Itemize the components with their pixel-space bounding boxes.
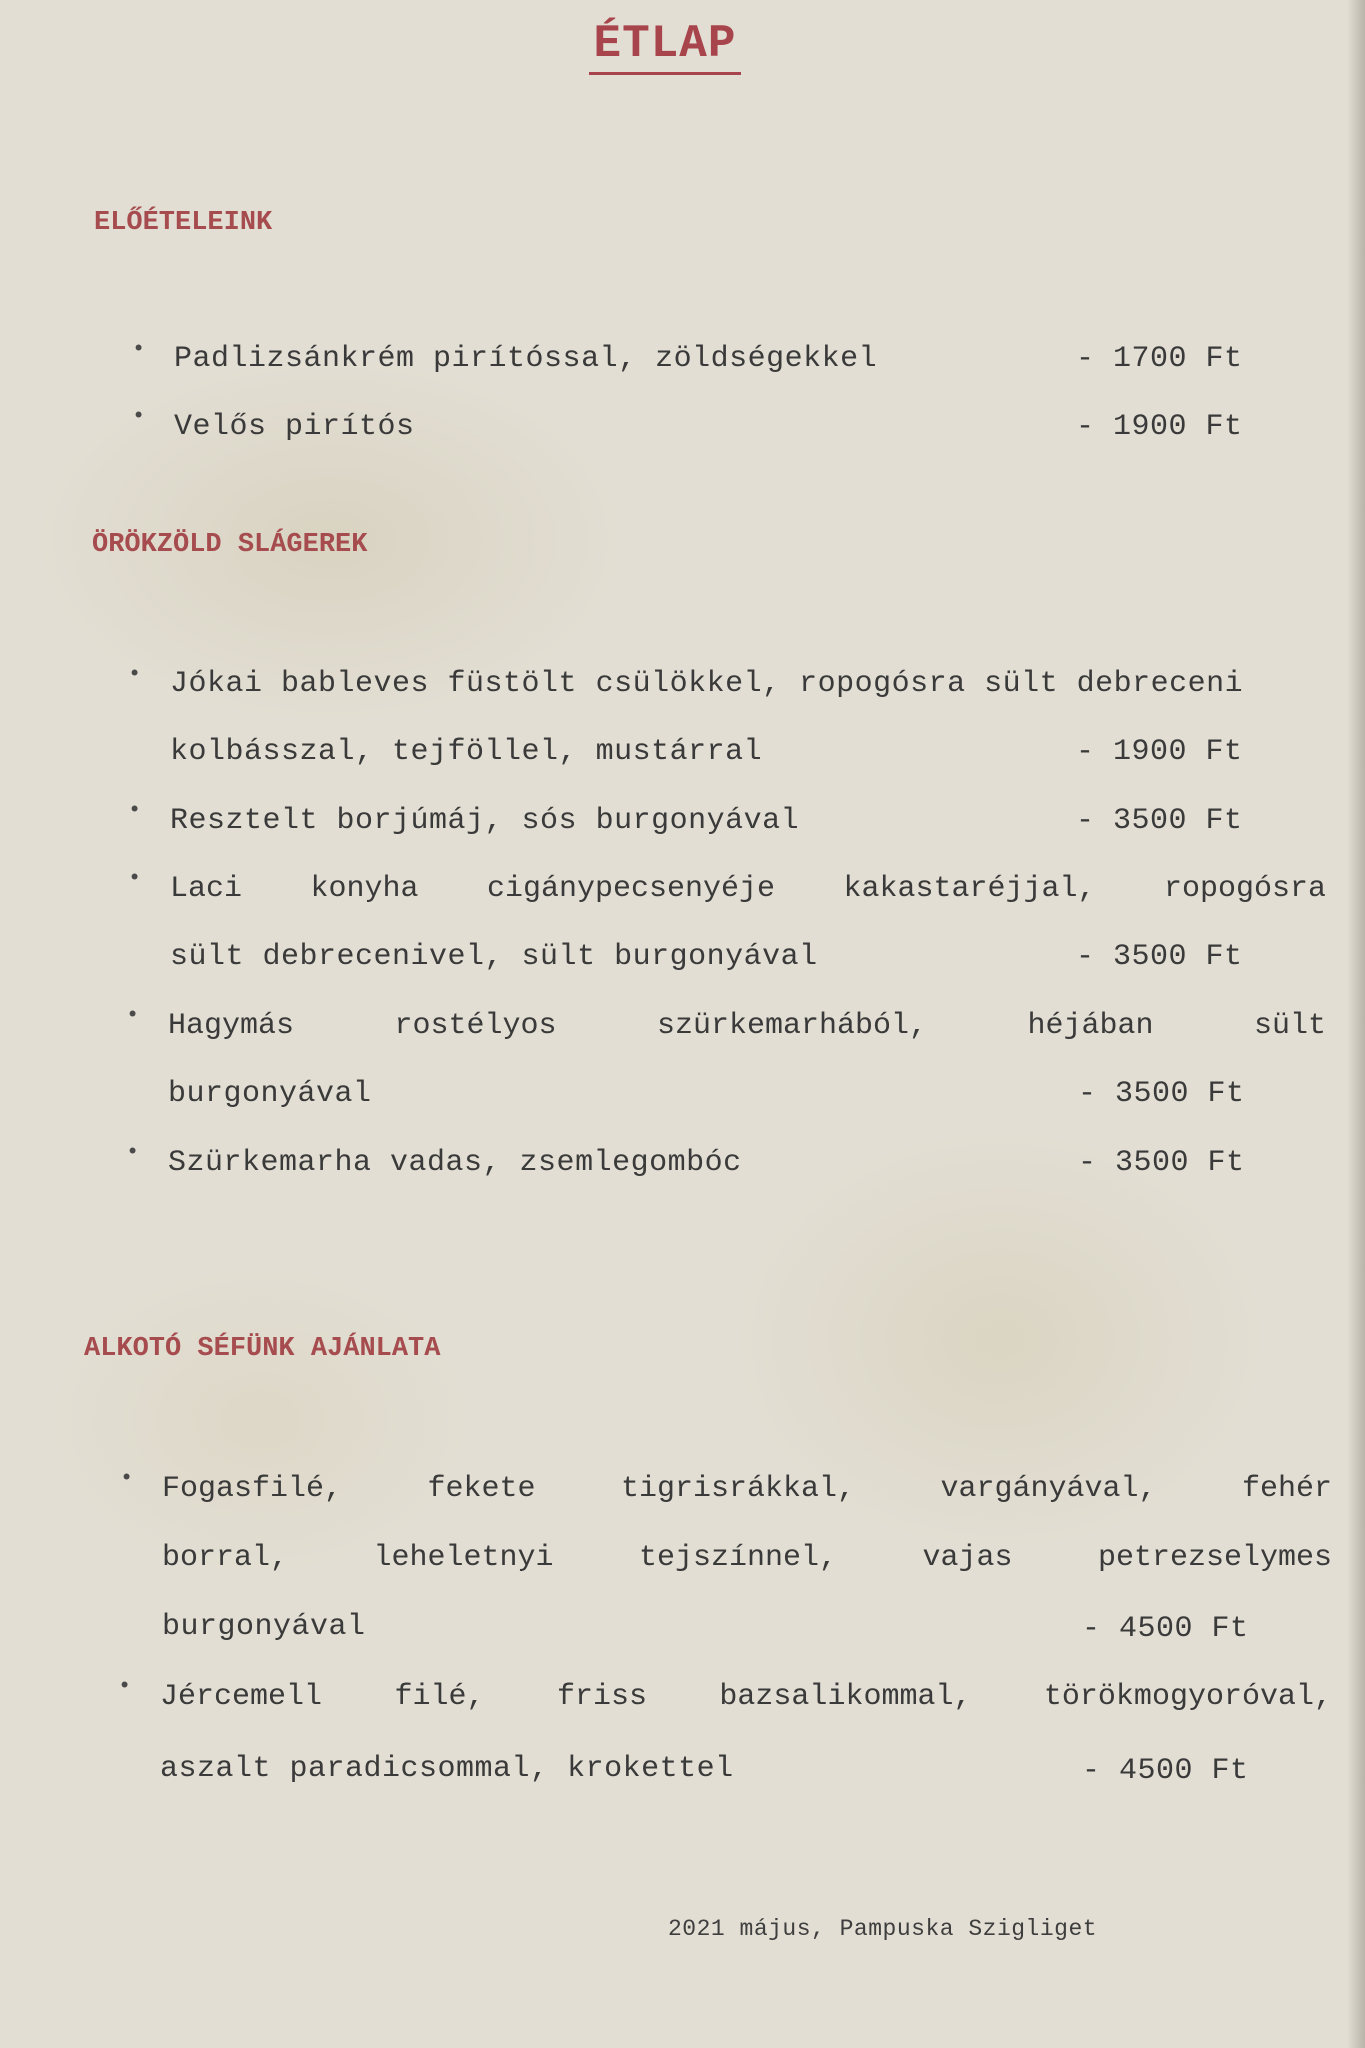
- menu-item-price: - 4500 Ft: [1082, 1612, 1249, 1646]
- word: vajas: [922, 1541, 1013, 1575]
- menu-item-price: - 1900 Ft: [1076, 410, 1243, 444]
- bullet-icon: •: [128, 866, 142, 891]
- section-heading-classics: ÖRÖKZÖLD SLÁGEREK: [92, 530, 368, 560]
- paper-edge-shadow: [1347, 0, 1365, 2048]
- bullet-icon: •: [126, 1140, 140, 1165]
- menu-item-price: - 3500 Ft: [1078, 1146, 1245, 1180]
- menu-item-name-cont: aszalt paradicsommal, krokettel: [160, 1752, 734, 1786]
- word: cigánypecsenyéje: [486, 872, 775, 906]
- menu-item-price: - 1900 Ft: [1076, 735, 1243, 769]
- menu-item-name-cont: sült debrecenivel, sült burgonyával: [170, 940, 818, 974]
- word: sült: [1253, 1009, 1326, 1043]
- menu-item-name: Szürkemarha vadas, zsemlegombóc: [168, 1146, 742, 1180]
- section-heading-chef-recommendation: ALKOTÓ SÉFÜNK AJÁNLATA: [84, 1334, 441, 1364]
- word: friss: [556, 1680, 647, 1714]
- menu-item-name: [162, 1472, 1332, 1506]
- menu-title-text: ÉTLAP: [589, 18, 740, 75]
- word: Jércemell: [160, 1680, 323, 1714]
- word: héjában: [1027, 1009, 1154, 1043]
- word: tejszínnel,: [638, 1541, 838, 1575]
- menu-item-name-cont: kolbásszal, tejföllel, mustárral: [170, 735, 763, 769]
- bullet-icon: •: [132, 404, 146, 429]
- menu-item-name: Padlizsánkrém pirítóssal, zöldségekkel: [174, 342, 878, 376]
- menu-item-name-cont: [162, 1541, 1332, 1575]
- menu-item-name-cont: burgonyával: [162, 1610, 366, 1644]
- word: szürkemarhából,: [656, 1009, 928, 1043]
- word: petrezselymes: [1097, 1541, 1332, 1575]
- menu-item-name-cont: burgonyával: [168, 1077, 372, 1111]
- word: fekete: [427, 1472, 536, 1506]
- menu-item-name: Jókai bableves füstölt csülökkel, ropogósra sült debreceni: [170, 667, 1244, 701]
- menu-footer: 2021 május, Pampuska Szigliget: [668, 1916, 1098, 1942]
- menu-item-price: - 3500 Ft: [1076, 804, 1243, 838]
- bullet-icon: •: [120, 1466, 134, 1491]
- word: Laci: [170, 872, 243, 906]
- menu-item-name: [160, 1680, 1332, 1714]
- word: Hagymás: [168, 1009, 295, 1043]
- menu-item-price: - 3500 Ft: [1078, 1077, 1245, 1111]
- bullet-icon: •: [118, 1674, 132, 1699]
- word: törökmogyoróval,: [1043, 1680, 1332, 1714]
- word: rostélyos: [394, 1009, 557, 1043]
- word: filé,: [394, 1680, 485, 1714]
- word: kakastaréjjal,: [843, 872, 1096, 906]
- word: tigrisrákkal,: [620, 1472, 856, 1506]
- bullet-icon: •: [128, 798, 142, 823]
- menu-item-price: - 1700 Ft: [1076, 342, 1243, 376]
- bullet-icon: •: [126, 1003, 140, 1028]
- menu-item-name: Resztelt borjúmáj, sós burgonyával: [170, 804, 800, 838]
- word: fehér: [1241, 1472, 1332, 1506]
- menu-item-name: [168, 1009, 1326, 1043]
- word: konyha: [310, 872, 419, 906]
- word: ropogósra: [1163, 872, 1326, 906]
- menu-item-name: [170, 872, 1326, 906]
- word: bazsalikommal,: [719, 1680, 972, 1714]
- bullet-icon: •: [132, 337, 146, 362]
- word: Fogasfilé,: [162, 1472, 343, 1506]
- menu-item-price: - 3500 Ft: [1076, 940, 1243, 974]
- menu-item-name: Velős pirítós: [174, 410, 415, 444]
- word: vargányával,: [940, 1472, 1157, 1506]
- menu-title: [0, 18, 1330, 75]
- bullet-icon: •: [128, 662, 142, 687]
- word: leheletnyi: [373, 1541, 554, 1575]
- word: borral,: [162, 1541, 289, 1575]
- menu-item-price: - 4500 Ft: [1082, 1754, 1249, 1788]
- section-heading-starters: ELŐÉTELEINK: [94, 208, 273, 238]
